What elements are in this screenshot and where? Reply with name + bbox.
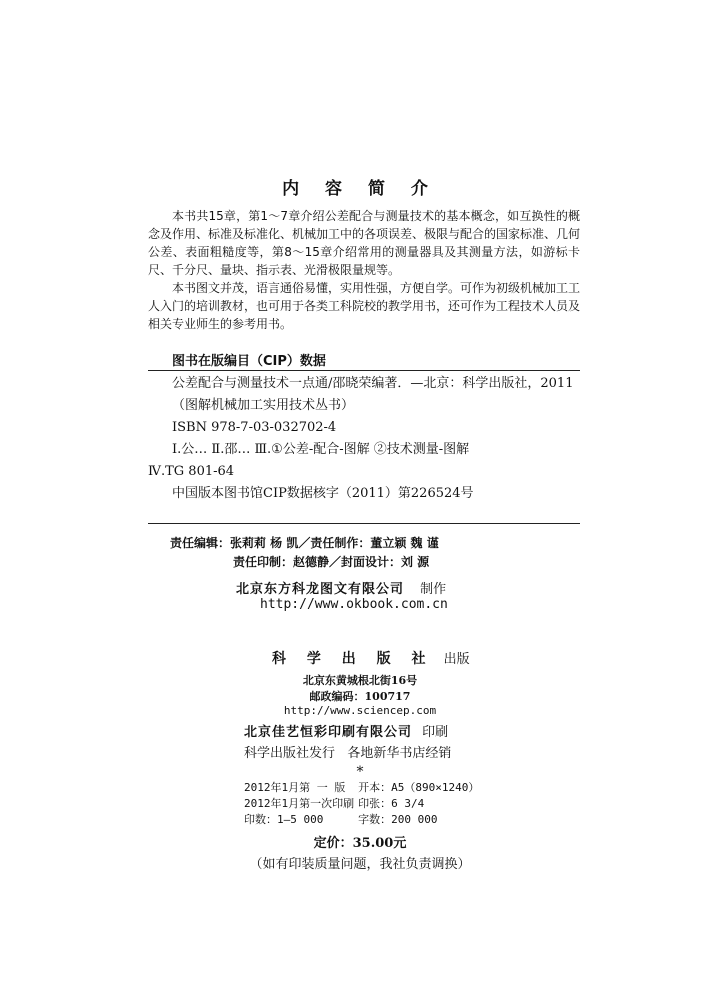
credits-production: 责任印制：赵德静／封面设计：刘 源 [233,555,430,569]
publisher-line [272,648,470,668]
table-row [244,796,483,812]
publisher-name: 科 学 出 版 社 [272,651,434,667]
price: 定价：35.00元 [313,836,407,851]
summary-paragraph-2: 本书图文并茂，语言通俗易懂，实用性强，方便自学。可作为初级机械加工工人入门的培训教材，也可用于各类工科院校的教学用书，还可作为工程技术人员及相关专业师生的参考用书。 [148,281,581,331]
format-cell: 开本：A5（890×1240） [358,781,480,794]
producer-name: 北京东方科龙图文有限公司 [236,582,405,597]
publisher-postcode: 邮政编码：100717 [309,690,411,703]
print-run-cell: 印数：1—5 000 [244,813,324,826]
publisher-suffix: 出版 [443,652,470,667]
cip-line-isbn: ISBN 978-7-03-032702-4 [172,420,337,435]
cip-block [148,373,580,505]
quality-note: （如有印装质量问题，我社负责调换） [249,857,471,872]
sheets-cell: 印张：6 3/4 [358,797,425,810]
word-count-cell: 字数：200 000 [358,813,438,826]
printer-line [244,721,448,740]
credits-editors: 责任编辑：张莉莉 杨 凯／责任制作：董立颖 魏 谨 [170,536,439,550]
cip-bottom-rule [148,523,580,524]
summary-paragraph-1: 本书共15章，第1～7章介绍公差配合与测量技术的基本概念，如互换性的概念及作用、标准及标准化、机械加工中的各项误差、极限与配合的国家标准、几何公差、表面粗糙度等，第8～15章介绍常用的测量器具及其测量方法，如游标卡尺、千分尺、量块、指示表、光滑极限量规等。 [148,209,581,277]
cip-line-subjects: Ⅰ.公… Ⅱ.邵… Ⅲ.①公差-配合-图解 ②技术测量-图解 [172,442,470,457]
distribution-line: 科学出版社发行 各地新华书店经销 [244,746,452,761]
cip-top-rule [148,370,580,371]
summary-section [148,207,580,333]
producer-line [236,578,446,597]
publication-data [244,780,483,828]
cip-line-title: 公差配合与测量技术一点通/邵晓荣编著．—北京：科学出版社，2011 [172,376,574,391]
table-row [244,780,483,796]
table-row [244,812,483,828]
cip-line-classification: Ⅳ.TG 801-64 [148,464,235,479]
producer-url: http://www.okbook.com.cn [260,597,448,612]
publisher-url: http://www.sciencep.com [283,704,437,717]
publisher-address: 北京东黄城根北街16号 [302,674,418,687]
printer-name: 北京佳艺恒彩印刷有限公司 [244,725,413,740]
separator-star: * [356,764,364,780]
edition-cell: 2012年1月第 一 版 [244,781,346,794]
cip-heading: 图书在版编目（CIP）数据 [172,354,326,369]
page-title: 内 容 简 介 [282,179,438,199]
cip-line-number: 中国版本图书馆CIP数据核字（2011）第226524号 [172,486,474,501]
producer-suffix: 制作 [420,582,447,597]
cip-line-series: （图解机械加工实用技术丛书） [172,398,355,413]
printer-suffix: 印刷 [422,725,449,740]
printing-cell: 2012年1月第一次印刷 [244,797,355,810]
